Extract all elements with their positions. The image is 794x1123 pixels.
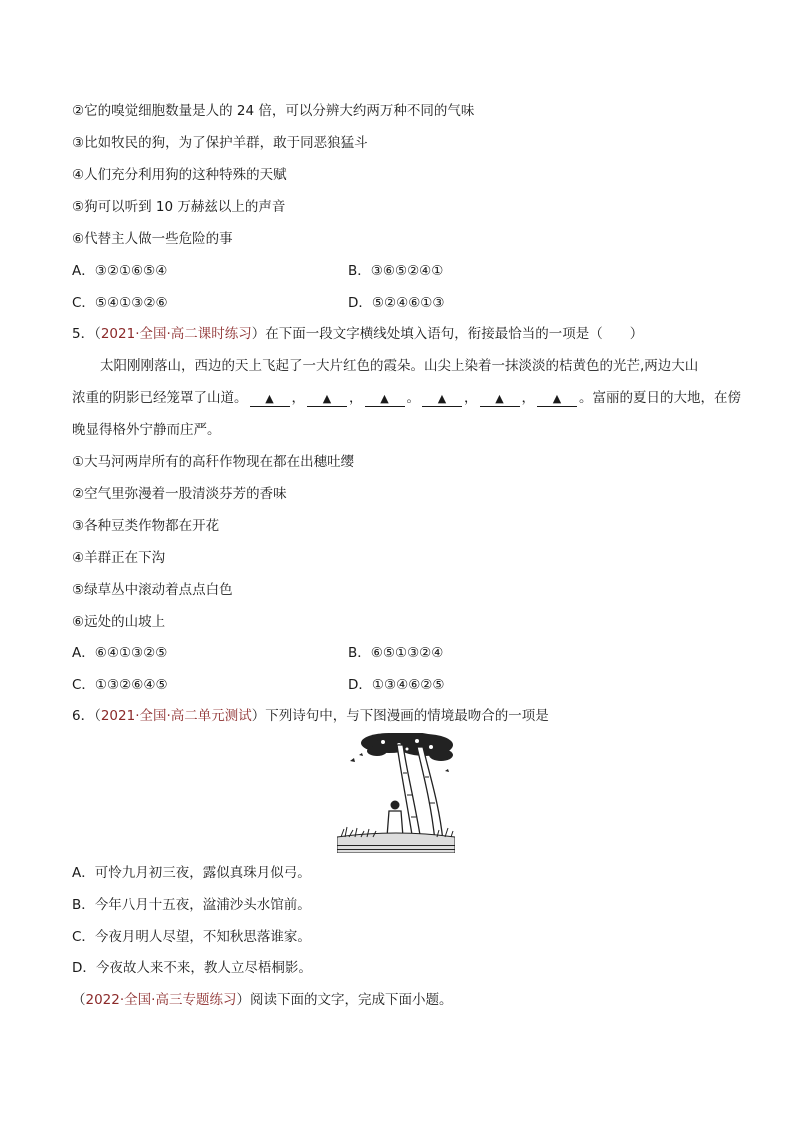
q6-number: 6．（ — [72, 708, 101, 724]
q5-option-a[interactable]: A．⑥④①③②⑤ — [72, 645, 168, 661]
q4-item-4: ④人们充分利用狗的这种特殊的天赋 — [72, 167, 287, 183]
q5-stem-line — [72, 324, 643, 344]
q7-open: （ — [72, 992, 86, 1008]
q5-option-c[interactable]: C．①③②⑥④⑤ — [72, 677, 168, 693]
q4-option-a[interactable]: A．③②①⑥⑤④ — [72, 263, 168, 279]
q5-item-6: ⑥远处的山坡上 — [72, 614, 166, 630]
q6-stem: ）下列诗句中，与下图漫画的情境最吻合的一项是 — [251, 708, 549, 724]
q5-sep: ， — [349, 390, 363, 406]
q5-passage-line3: 晚显得格外宁静而庄严。 — [72, 422, 221, 438]
q7-stem-line — [72, 990, 452, 1010]
q5-passage-start: 浓重的阴影已经笼罩了山道。 — [72, 390, 248, 406]
q4-item-3: ③比如牧民的狗，为了保护羊群，敢于同恶狼猛斗 — [72, 135, 368, 151]
q5-item-2: ②空气里弥漫着一股清淡芬芳的香味 — [72, 486, 287, 502]
q5-option-b[interactable]: B．⑥⑤①③②④ — [348, 645, 444, 661]
q5-number: 5．（ — [72, 326, 101, 342]
q6-option-c[interactable]: C．今夜月明人尽望，不知秋思落谁家。 — [72, 929, 311, 945]
q6-source[interactable]: 2021·全国·高二单元测试 — [100, 708, 252, 724]
q4-item-6: ⑥代替主人做一些危险的事 — [72, 231, 233, 247]
q5-sep: ， — [521, 390, 535, 406]
q5-item-5: ⑤绿草丛中滚动着点点白色 — [72, 582, 233, 598]
q6-option-a[interactable]: A．可怜九月初三夜，露似真珠月似弓。 — [72, 865, 311, 881]
q5-option-d[interactable]: D．①③④⑥②⑤ — [348, 677, 445, 693]
q5-blank-5: ▲ — [480, 392, 520, 407]
q6-option-b[interactable]: B．今年八月十五夜，湓浦沙头水馆前。 — [72, 897, 311, 913]
q5-blank-6: ▲ — [537, 392, 577, 407]
q6-option-d[interactable]: D．今夜故人来不来，教人立尽梧桐影。 — [72, 960, 312, 976]
q4-option-b[interactable]: B．③⑥⑤②④① — [348, 263, 444, 279]
q5-sep: 。 — [406, 390, 420, 406]
q5-passage-line2 — [72, 388, 741, 408]
q5-item-4: ④羊群正在下沟 — [72, 550, 166, 566]
q5-passage-line1: 太阳刚刚落山，西边的天上飞起了一大片红色的霞朵。山尖上染着一抹淡淡的桔黄色的光芒,两边大山 — [100, 358, 699, 374]
q7-source[interactable]: 2022·全国·高三专题练习 — [85, 992, 237, 1008]
q4-item-2: ②它的嗅觉细胞数量是人的 24 倍，可以分辨大约两万种不同的气味 — [72, 103, 475, 119]
q5-item-3: ③各种豆类作物都在开花 — [72, 518, 220, 534]
q5-stem: ）在下面一段文字横线处填入语句，衔接最恰当的一项是（ ） — [251, 326, 644, 342]
q5-sep: ， — [291, 390, 305, 406]
q4-option-d[interactable]: D．⑤②④⑥①③ — [348, 295, 445, 311]
q4-item-5: ⑤狗可以听到 10 万赫兹以上的声音 — [72, 199, 286, 215]
q5-blank-4: ▲ — [422, 392, 462, 407]
q5-sep: ， — [464, 390, 478, 406]
q5-passage-end: 。富丽的夏日的大地，在傍 — [579, 390, 741, 406]
q5-blank-3: ▲ — [365, 392, 405, 407]
q6-stem-line — [72, 706, 549, 726]
q5-blank-2: ▲ — [307, 392, 347, 407]
q5-source[interactable]: 2021·全国·高二课时练习 — [100, 326, 252, 342]
cartoon-illustration — [337, 733, 455, 853]
q5-item-1: ①大马河两岸所有的高秆作物现在都在出穗吐缨 — [72, 454, 355, 470]
q7-text: ）阅读下面的文字，完成下面小题。 — [236, 992, 453, 1008]
q5-blank-1: ▲ — [250, 392, 290, 407]
q4-option-c[interactable]: C．⑤④①③②⑥ — [72, 295, 168, 311]
